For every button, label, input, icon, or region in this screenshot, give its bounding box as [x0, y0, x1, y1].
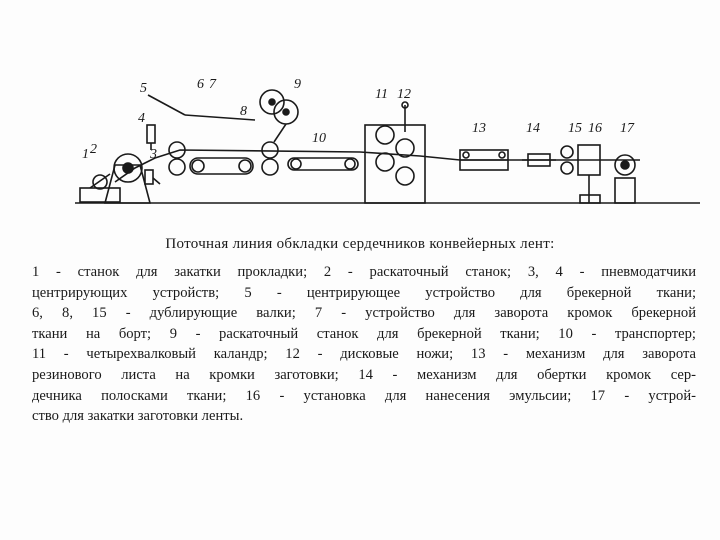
unit-labels [82, 77, 635, 162]
unit-11-four-roll-calender [365, 125, 425, 203]
legend-line: центрирующих устройств; 5 - центрирующее устройство для брекерной ткани; [32, 284, 696, 301]
legend-line: ство для закатки заготовки ленты. [32, 408, 244, 425]
unit-1-unwind-stand [80, 174, 120, 202]
legend [32, 262, 696, 427]
unit-3-sensor [145, 170, 160, 184]
label-9: 9 [294, 77, 301, 92]
label-2: 2 [90, 142, 97, 157]
unit-10-transporter [288, 158, 358, 170]
legend-line: 6, 8, 15 - дублирующие валки; 7 - устройство для заворота кромок брекерной [32, 305, 696, 322]
label-13: 13 [472, 121, 486, 136]
unit-12-disk-knives [402, 102, 408, 132]
label-11: 11 [375, 87, 388, 102]
label-3: 3 [150, 147, 157, 162]
caption-title: Поточная линия обкладки сердечников конвейерных лент: [165, 236, 555, 252]
label-6: 6 [197, 77, 204, 92]
label-15: 15 [568, 121, 582, 136]
legend-line: резинового листа на кромки заготовки; 14 - механизм для обертки кромок сер- [32, 366, 696, 383]
unit-6-doubling-rolls [169, 142, 185, 175]
unit-2-letoff-machine [105, 154, 150, 203]
legend-line: дечника полосками ткани; 16 - установка для нанесения эмульсии; 17 - устрой- [32, 387, 696, 404]
unit-13-rubber-sheet-folding-mechanism [460, 150, 508, 170]
unit-7-edge-folding-device [190, 158, 253, 174]
label-1: 1 [82, 147, 89, 162]
label-10: 10 [312, 131, 326, 146]
label-12: 12 [397, 87, 411, 102]
label-8: 8 [240, 104, 247, 119]
unit-8-doubling-rolls [262, 142, 278, 175]
unit-5-centering-device [148, 95, 255, 120]
label-17: 17 [620, 121, 634, 136]
label-16: 16 [588, 121, 602, 136]
label-4: 4 [138, 111, 145, 126]
label-7: 7 [209, 77, 216, 92]
unit-9-letoff-machine [260, 90, 298, 142]
legend-line: 1 - станок для закатки прокладки; 2 - раскаточный станок; 3, 4 - пневмодатчики [32, 264, 696, 280]
unit-17-take-up-device [615, 155, 635, 203]
unit-14-edge-wrapping-mechanism [522, 154, 556, 166]
production-line-diagram [60, 70, 700, 220]
legend-line: 11 - четырехвалковый каландр; 12 - дисковые ножи; 13 - механизм для заворота [32, 346, 696, 363]
diagram-svg [60, 70, 700, 220]
label-14: 14 [526, 121, 540, 136]
legend-line: ткани на борт; 9 - раскаточный станок для брекерной ткани; 10 - транспортер; [32, 325, 696, 342]
label-5: 5 [140, 81, 147, 96]
unit-16-emulsion-unit [578, 145, 600, 203]
